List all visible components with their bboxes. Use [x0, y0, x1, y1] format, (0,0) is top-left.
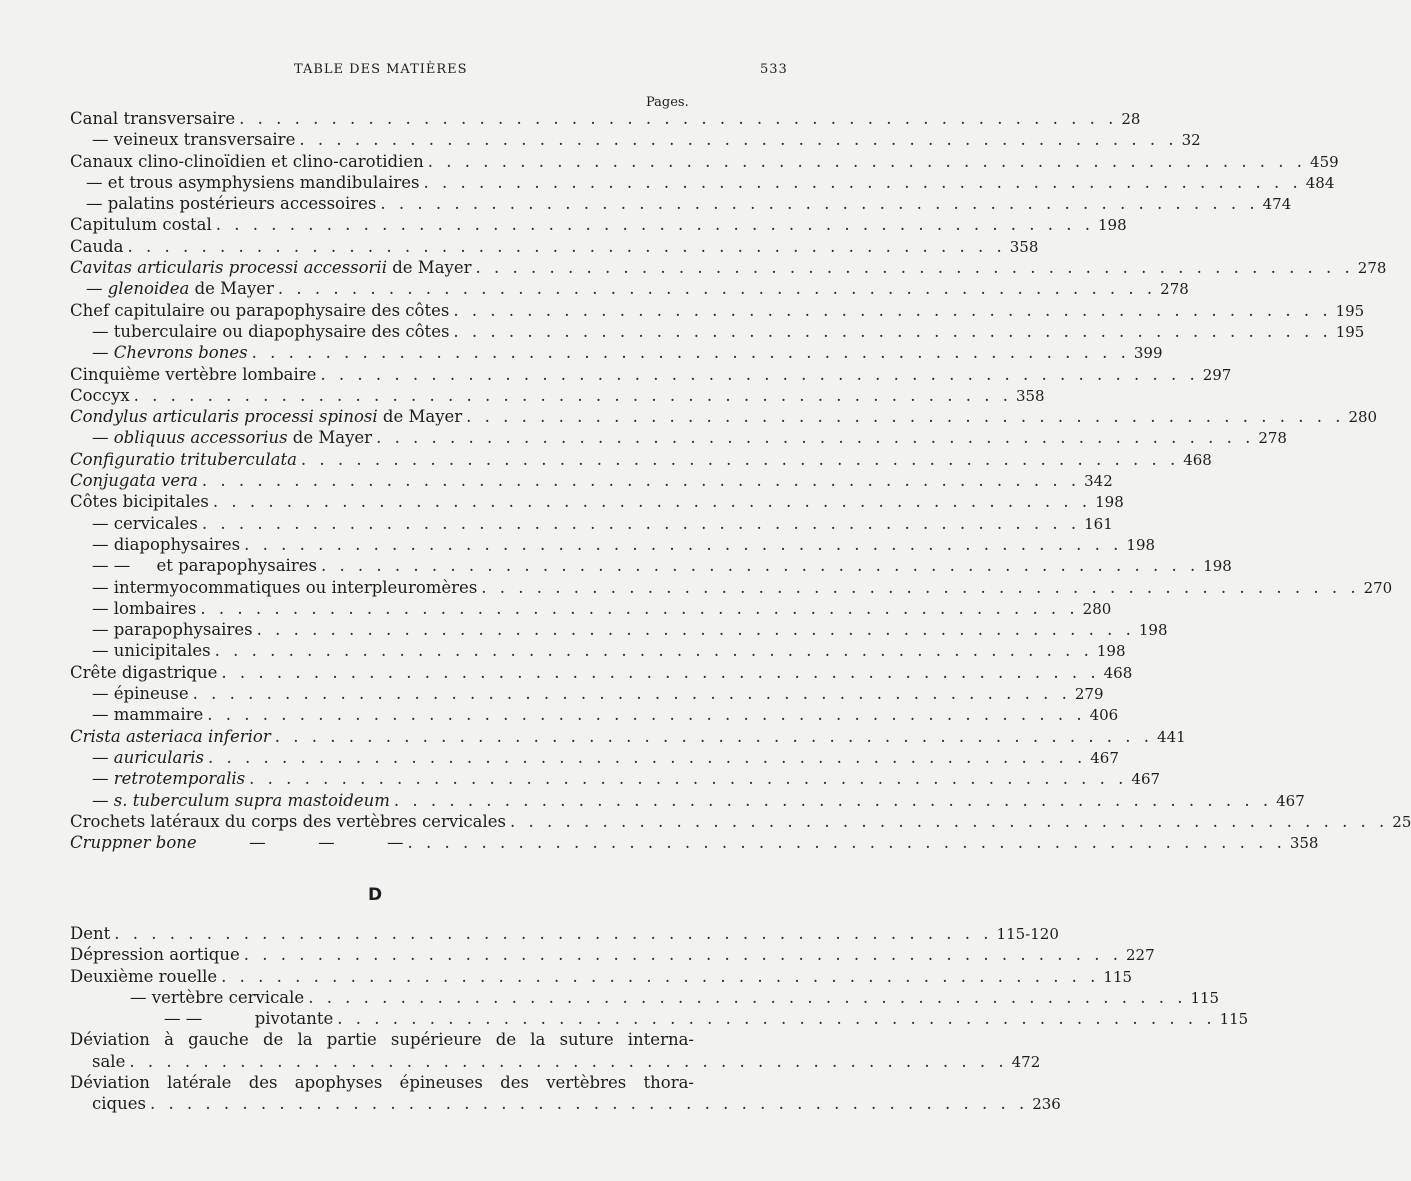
entry-page-number: 115-120 — [996, 925, 1059, 943]
index-entry — [70, 923, 1059, 944]
entry-label — [70, 683, 189, 704]
index-entry — [70, 236, 1039, 257]
index-entry — [70, 944, 1155, 965]
page-number: 533 — [760, 62, 788, 77]
entry-label — [70, 342, 248, 363]
entry-label — [70, 513, 198, 534]
entry-text: tuberculaire ou diapophysaire des côtes — [113, 321, 450, 341]
dot-leader: . . . . . . . . . . . . . . . . . . . . . . . . . . . . . . . . . . . . . . . . . . . . . . . . — [214, 641, 1093, 661]
dot-leader: . . . . . . . . . . . . . . . . . . . . . . . . . . . . . . . . . . . . . . . . . . . . . . . . — [376, 428, 1255, 448]
entry-text: lombaires — [113, 598, 197, 618]
entry-dash: — — [92, 534, 114, 554]
entry-label — [70, 470, 198, 491]
dot-leader: . . . . . . . . . . . . . . . . . . . . . . . . . . . . . . . . . . . . . . . . . . . . . . . . — [256, 620, 1135, 640]
running-title: TABLE DES MATIÈRES — [294, 62, 468, 77]
entry-text: mammaire — [113, 705, 204, 725]
entry-italic-term: Crista asteriaca inferior — [70, 726, 271, 746]
entry-text: Coccyx — [70, 385, 130, 405]
index-entry — [70, 811, 1411, 832]
entry-text: Dépression aortique — [70, 945, 240, 965]
dot-leader: . . . . . . . . . . . . . . . . . . . . . . . . . . . . . . . . . . . . . . . . . . . . . . . . — [423, 172, 1302, 192]
entry-label — [70, 555, 317, 576]
entry-label — [70, 214, 212, 235]
entry-page-number: 198 — [1098, 216, 1127, 235]
index-entry — [70, 534, 1156, 555]
entry-text: — et parapophysaires — [113, 556, 317, 576]
entry-page-number: 297 — [1202, 365, 1232, 384]
dot-leader: . . . . . . . . . . . . . . . . . . . . . . . . . . . . . . . . . . . . . . . . . . . . . . . . — [215, 215, 1095, 235]
dot-leader: . . . . . . . . . . . . . . . . . . . . . . . . . . . . . . . . . . . . . . . . . . . . . . . . — [466, 407, 1345, 427]
entry-label — [70, 427, 372, 448]
entry-page-number: 358 — [1009, 237, 1039, 256]
entry-page-number: 278 — [1160, 280, 1189, 299]
entry-page-number: 198 — [1126, 535, 1156, 554]
entry-label — [70, 172, 419, 193]
dot-leader: . . . . . . . . . . . . . . . . . . . . . . . . . . . . . . . . . . . . . . . . . . . . . . . . — [149, 1094, 1029, 1114]
entry-label — [70, 236, 124, 257]
entry-dash: — — [130, 987, 152, 1007]
dot-leader: . . . . . . . . . . . . . . . . . . . . . . . . . . . . . . . . . . . . . . . . . . . . . . . . — [201, 471, 1081, 491]
entry-dash: — — [92, 556, 114, 576]
dot-leader: . . . . . . . . . . . . . . . . . . . . . . . . . . . . . . . . . . . . . . . . . . . . . . . . — [380, 194, 1259, 214]
entry-page-number: 280 — [1082, 599, 1112, 618]
entry-text: Canaux clino-clinoïdien et clino-carotidien — [70, 151, 424, 171]
entry-dash: — — [86, 194, 108, 214]
entry-dash: — — [92, 321, 114, 341]
entry-label — [70, 406, 462, 427]
entry-label — [70, 944, 240, 965]
entry-text: Canal transversaire — [70, 109, 236, 128]
entry-text: Chef capitulaire ou parapophysaire des côtes — [70, 300, 450, 320]
entry-italic-term: Cruppner bone — [70, 833, 197, 853]
entry-continuation: sale — [92, 1051, 126, 1071]
index-entry — [70, 470, 1113, 491]
entry-page-number: 28 — [1121, 110, 1141, 128]
index-entry — [70, 683, 1104, 704]
index-entry — [70, 321, 1365, 342]
entry-page-number: 467 — [1276, 791, 1305, 810]
index-entry — [70, 598, 1112, 619]
entry-label — [70, 811, 506, 832]
dot-leader: . . . . . . . . . . . . . . . . . . . . . . . . . . . . . . . . . . . . . . . . . . . . . . . . — [244, 534, 1123, 554]
entry-page-number: 195 — [1335, 301, 1365, 320]
entry-continuation: ciques — [92, 1094, 146, 1114]
dot-leader: . . . . . . . . . . . . . . . . . . . . . . . . . . . . . . . . . . . . . . . . . . . . . . . . — [308, 987, 1187, 1007]
entry-page-number: 161 — [1084, 514, 1113, 533]
entry-dash: — — [86, 279, 108, 299]
dot-leader: . . . . . . . . . . . . . . . . . . . . . . . . . . . . . . . . . . . . . . . . . . . . . . . . — [221, 966, 1100, 986]
entry-text: veineux transversaire — [113, 130, 296, 150]
entry-text: — pivotante — [185, 1009, 334, 1029]
dot-leader: . . . . . . . . . . . . . . . . . . . . . . . . . . . . . . . . . . . . . . . . . . . . . . . . — [300, 449, 1180, 469]
dot-leader: . . . . . . . . . . . . . . . . . . . . . . . . . . . . . . . . . . . . . . . . . . . . . . . . — [337, 1009, 1216, 1029]
entry-italic-term: glenoidea — [107, 279, 190, 299]
entry-page-number: 198 — [1203, 557, 1232, 576]
dot-leader: . . . . . . . . . . . . . . . . . . . . . . . . . . . . . . . . . . . . . . . . . . . . . . . . — [407, 833, 1286, 853]
entry-label — [70, 364, 316, 385]
entry-page-number: 198 — [1096, 642, 1126, 661]
entry-suffix: de Mayer — [386, 258, 472, 278]
index-entry — [70, 662, 1133, 683]
entry-label — [70, 747, 204, 768]
index-entry — [70, 129, 1201, 150]
entry-dash: — — [92, 130, 114, 150]
index-entry — [70, 385, 1045, 406]
dot-leader: . . . . . . . . . . . . . . . . . . . . . . . . . . . . . . . . . . . . . . . . . . . . . . . . — [200, 598, 1079, 618]
entry-page-number: 358 — [1289, 834, 1319, 853]
dot-leader: . . . . . . . . . . . . . . . . . . . . . . . . . . . . . . . . . . . . . . . . . . . . . . . . — [221, 662, 1100, 682]
index-entry — [70, 577, 1393, 598]
entry-label — [70, 640, 211, 661]
entry-label — [70, 257, 472, 278]
index-entry — [70, 768, 1161, 789]
index-entry — [70, 108, 1141, 129]
entry-page-number: 115 — [1219, 1010, 1249, 1029]
dot-leader: . . . . . . . . . . . . . . . . . . . . . . . . . . . . . . . . . . . . . . . . . . . . . . . . — [299, 130, 1178, 150]
entry-italic-term: Chevrons bones — [113, 343, 248, 363]
entry-page-number: 198 — [1138, 621, 1168, 640]
dot-leader: . . . . . . . . . . . . . . . . . . . . . . . . . . . . . . . . . . . . . . . . . . . . . . . . — [129, 1051, 1008, 1071]
dot-leader: . . . . . . . . . . . . . . . . . . . . . . . . . . . . . . . . . . . . . . . . . . . . . . . . — [277, 279, 1157, 299]
entry-italic-term: obliquus accessorius — [113, 428, 288, 448]
entry-page-number: 399 — [1133, 344, 1163, 363]
entry-page-number: 236 — [1032, 1095, 1061, 1114]
dot-leader: . . . . . . . . . . . . . . . . . . . . . . . . . . . . . . . . . . . . . . . . . . . . . . . . — [427, 151, 1307, 171]
entry-suffix: de Mayer — [189, 279, 274, 299]
entry-page-number: 468 — [1103, 663, 1133, 682]
wrapped-entry-line1: Déviation à gauche de la partie supérieure de la suture interna- — [70, 1030, 694, 1050]
index-entry — [70, 342, 1163, 363]
entry-page-number: 195 — [1335, 322, 1365, 341]
entry-page-number: 198 — [1095, 493, 1124, 512]
index-entry — [70, 193, 1292, 214]
wrapped-entry-line2 — [70, 1093, 1061, 1114]
entry-text: diapophysaires — [113, 534, 241, 554]
index-entry — [70, 704, 1119, 725]
entry-page-number: 358 — [1015, 386, 1045, 405]
dot-leader: . . . . . . . . . . . . . . . . . . . . . . . . . . . . . . . . . . . . . . . . . . . . . . . . — [320, 364, 1199, 384]
index-entry — [70, 790, 1305, 811]
entry-italic-term: Configuratio trituberculata — [70, 449, 297, 469]
dot-leader: . . . . . . . . . . . . . . . . . . . . . . . . . . . . . . . . . . . . . . . . . . . . . . . . — [239, 109, 1118, 128]
entry-page-number: 25 — [1392, 812, 1411, 831]
section-letter-d: D — [367, 885, 383, 905]
entry-page-number: 472 — [1011, 1052, 1041, 1071]
dot-leader: . . . . . . . . . . . . . . . . . . . . . . . . . . . . . . . . . . . . . . . . . . . . . . . . — [114, 924, 993, 943]
entry-text: et trous asymphysiens mandibulaires — [107, 172, 420, 192]
entry-suffix: — — — — [196, 833, 404, 853]
dot-leader: . . . . . . . . . . . . . . . . . . . . . . . . . . . . . . . . . . . . . . . . . . . . . . . . — [393, 790, 1273, 810]
entry-page-number: 115 — [1103, 967, 1133, 986]
entry-dash: — — [92, 684, 114, 704]
entry-label — [70, 704, 203, 725]
entry-page-number: 32 — [1181, 131, 1201, 150]
entry-page-number: 467 — [1090, 748, 1119, 767]
entry-italic-term: s. tuberculum supra mastoideum — [113, 790, 390, 810]
entry-dash: — — [92, 747, 114, 767]
dot-leader: . . . . . . . . . . . . . . . . . . . . . . . . . . . . . . . . . . . . . . . . . . . . . . . . — [212, 492, 1092, 512]
entry-page-number: 467 — [1131, 770, 1161, 789]
entry-label — [70, 534, 240, 555]
entry-text: unicipitales — [113, 641, 211, 661]
entry-dash: — — [86, 172, 108, 192]
dot-leader: . . . . . . . . . . . . . . . . . . . . . . . . . . . . . . . . . . . . . . . . . . . . . . . . — [133, 385, 1012, 405]
entry-dash: — — [92, 513, 114, 533]
entry-label — [70, 662, 217, 683]
entry-dash: — — [92, 641, 114, 661]
entry-label — [70, 385, 130, 406]
entry-page-number: 278 — [1357, 259, 1387, 278]
dot-leader: . . . . . . . . . . . . . . . . . . . . . . . . . . . . . . . . . . . . . . . . . . . . . . . . — [243, 945, 1123, 965]
dot-leader: . . . . . . . . . . . . . . . . . . . . . . . . . . . . . . . . . . . . . . . . . . . . . . . . — [320, 556, 1200, 576]
index-entry — [70, 966, 1133, 987]
index-entry — [70, 364, 1232, 385]
index-entry — [70, 427, 1287, 448]
entry-text: intermyocommatiques ou interpleuromères — [113, 577, 478, 597]
entry-page-number: 484 — [1305, 173, 1335, 192]
entry-label — [70, 129, 295, 150]
entry-text: cervicales — [113, 513, 198, 533]
entry-text: Capitulum costal — [70, 215, 212, 235]
entry-text: épineuse — [113, 684, 189, 704]
entry-label — [70, 726, 271, 747]
entry-label — [70, 491, 209, 512]
entry-page-number: 441 — [1157, 727, 1186, 746]
index-entry — [70, 1008, 1249, 1029]
index-section-c — [70, 108, 1411, 853]
entry-text: Côtes bicipitales — [70, 492, 209, 512]
entry-dash: — — [92, 598, 114, 618]
entry-label — [70, 832, 404, 853]
entry-page-number: 459 — [1310, 152, 1339, 171]
index-section-d — [70, 923, 1249, 1115]
index-entry — [70, 987, 1220, 1008]
entry-page-number: 342 — [1084, 472, 1113, 491]
entry-label — [70, 619, 253, 640]
entry-label — [70, 278, 274, 299]
entry-suffix: de Mayer — [377, 407, 463, 427]
entry-label — [70, 1008, 333, 1029]
entry-dash: — — [92, 790, 114, 810]
entry-page-number: 227 — [1126, 946, 1155, 965]
dot-leader: . . . . . . . . . . . . . . . . . . . . . . . . . . . . . . . . . . . . . . . . . . . . . . . . — [453, 321, 1332, 341]
dot-leader: . . . . . . . . . . . . . . . . . . . . . . . . . . . . . . . . . . . . . . . . . . . . . . . . — [127, 236, 1006, 256]
index-entry — [70, 214, 1127, 235]
entry-label — [70, 449, 297, 470]
entry-label — [70, 987, 304, 1008]
entry-text: vertèbre cervicale — [151, 987, 305, 1007]
index-entry — [70, 449, 1212, 470]
wrapped-entry-line2 — [70, 1051, 1041, 1072]
index-entry — [70, 555, 1232, 576]
entry-italic-term: auricularis — [113, 747, 204, 767]
entry-dash: — — [92, 620, 114, 640]
dot-leader: . . . . . . . . . . . . . . . . . . . . . . . . . . . . . . . . . . . . . . . . . . . . . . . . — [249, 769, 1128, 789]
index-entry — [70, 151, 1339, 172]
index-entry — [70, 406, 1378, 427]
index-entry — [70, 491, 1124, 512]
entry-label — [70, 966, 217, 987]
entry-text: palatins postérieurs accessoires — [107, 194, 377, 214]
dot-leader: . . . . . . . . . . . . . . . . . . . . . . . . . . . . . . . . . . . . . . . . . . . . . . . . — [453, 300, 1332, 320]
pages-column-label: Pages. — [646, 95, 689, 110]
index-entry — [70, 513, 1113, 534]
entry-italic-term: Cavitas articularis processi accessorii — [70, 258, 387, 278]
entry-text: Cinquième vertèbre lombaire — [70, 364, 317, 384]
dot-leader: . . . . . . . . . . . . . . . . . . . . . . . . . . . . . . . . . . . . . . . . . . . . . . . . — [192, 684, 1071, 704]
entry-italic-term: Condylus articularis processi spinosi — [70, 407, 378, 427]
wrapped-entry-line1: Déviation latérale des apophyses épineuses des vertèbres thora- — [70, 1073, 694, 1093]
entry-dash: — — [164, 1009, 186, 1029]
dot-leader: . . . . . . . . . . . . . . . . . . . . . . . . . . . . . . . . . . . . . . . . . . . . . . . . — [510, 811, 1389, 831]
entry-label — [70, 598, 196, 619]
entry-page-number: 468 — [1183, 450, 1212, 469]
entry-label — [70, 577, 477, 598]
entry-label — [70, 768, 245, 789]
entry-label — [70, 321, 449, 342]
index-entry — [70, 300, 1365, 321]
entry-dash: — — [92, 343, 114, 363]
entry-italic-term: Conjugata vera — [70, 471, 198, 491]
index-entry — [70, 619, 1168, 640]
index-entry — [70, 172, 1335, 193]
dot-leader: . . . . . . . . . . . . . . . . . . . . . . . . . . . . . . . . . . . . . . . . . . . . . . . . — [475, 258, 1354, 278]
index-entry — [70, 278, 1189, 299]
entry-page-number: 406 — [1089, 706, 1119, 725]
entry-page-number: 115 — [1190, 988, 1220, 1007]
entry-text: Crête digastrique — [70, 662, 218, 682]
entry-dash: — — [92, 577, 114, 597]
dot-leader: . . . . . . . . . . . . . . . . . . . . . . . . . . . . . . . . . . . . . . . . . . . . . . . . — [207, 705, 1086, 725]
entry-text: Dent — [70, 924, 111, 943]
index-entry — [70, 747, 1119, 768]
entry-page-number: 280 — [1348, 408, 1378, 427]
dot-leader: . . . . . . . . . . . . . . . . . . . . . . . . . . . . . . . . . . . . . . . . . . . . . . . . — [481, 577, 1360, 597]
entry-label — [70, 151, 424, 172]
entry-dash: — — [92, 705, 114, 725]
entry-label — [70, 300, 449, 321]
entry-label — [70, 790, 390, 811]
entry-page-number: 279 — [1074, 685, 1104, 704]
entry-text: Crochets latéraux du corps des vertèbres cervicales — [70, 811, 507, 831]
entry-text: parapophysaires — [113, 620, 253, 640]
entry-suffix: de Mayer — [287, 428, 373, 448]
entry-label — [70, 193, 376, 214]
entry-page-number: 270 — [1363, 578, 1393, 597]
dot-leader: . . . . . . . . . . . . . . . . . . . . . . . . . . . . . . . . . . . . . . . . . . . . . . . . — [208, 747, 1087, 767]
index-entry — [70, 640, 1126, 661]
dot-leader: . . . . . . . . . . . . . . . . . . . . . . . . . . . . . . . . . . . . . . . . . . . . . . . . — [201, 513, 1081, 533]
entry-page-number: 474 — [1262, 195, 1292, 214]
entry-dash: — — [92, 769, 114, 789]
entry-label — [70, 923, 110, 944]
dot-leader: . . . . . . . . . . . . . . . . . . . . . . . . . . . . . . . . . . . . . . . . . . . . . . . . — [251, 343, 1130, 363]
entry-page-number: 278 — [1258, 429, 1287, 448]
entry-dash: — — [92, 428, 114, 448]
index-entry — [70, 257, 1387, 278]
running-head — [0, 62, 800, 82]
index-entry — [70, 726, 1186, 747]
entry-label — [70, 108, 235, 129]
entry-italic-term: retrotemporalis — [113, 769, 246, 789]
dot-leader: . . . . . . . . . . . . . . . . . . . . . . . . . . . . . . . . . . . . . . . . . . . . . . . . — [274, 726, 1154, 746]
entry-text: Cauda — [70, 236, 124, 256]
index-entry — [70, 832, 1319, 853]
entry-text: Deuxième rouelle — [70, 966, 218, 986]
